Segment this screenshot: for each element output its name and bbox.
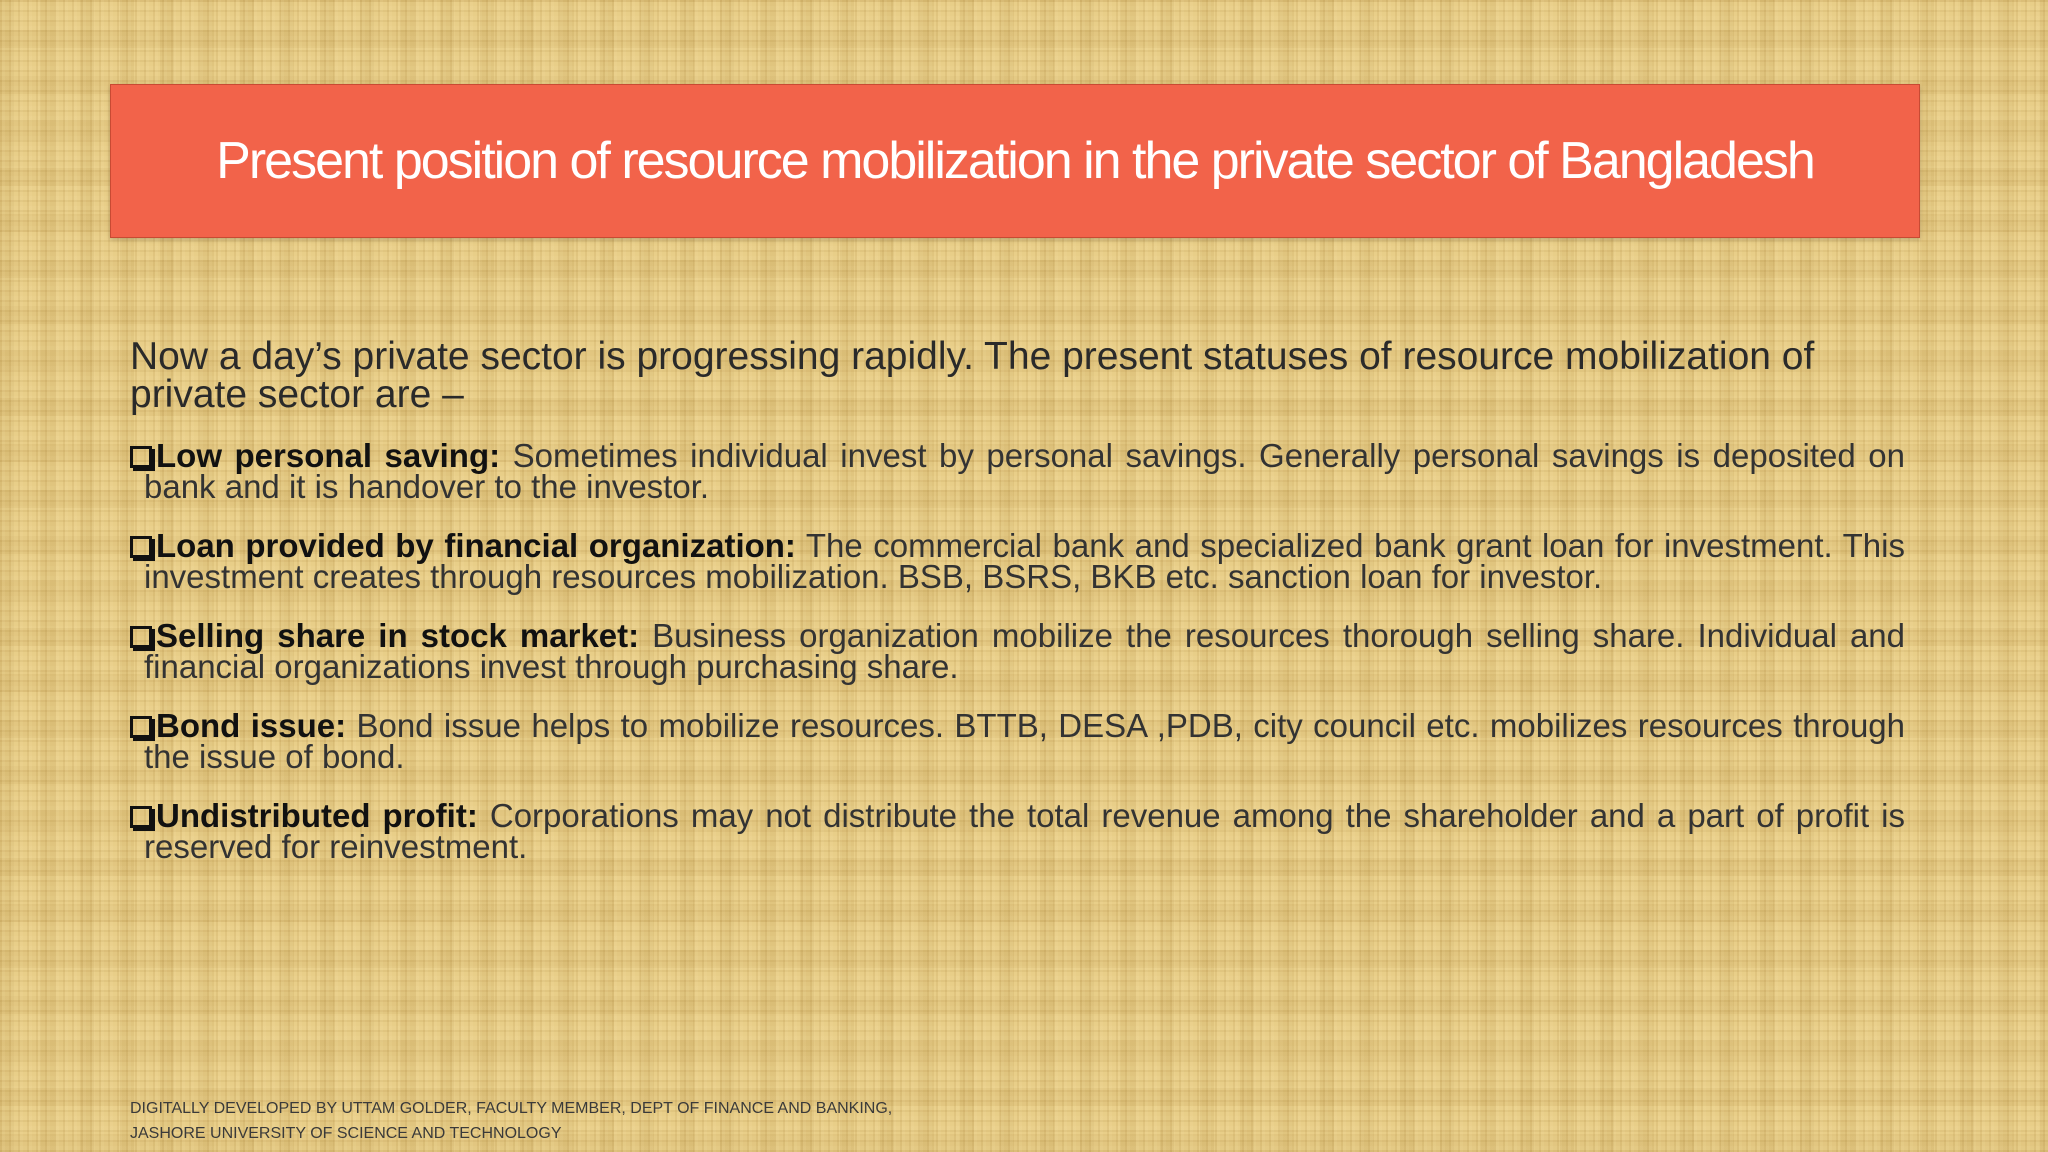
bullet-item xyxy=(130,797,1906,865)
hollow-square-icon xyxy=(130,626,152,648)
footer-line-2: JASHORE UNIVERSITY OF SCIENCE AND TECHNOLOGY xyxy=(130,1125,562,1142)
slide-title: Present position of resource mobilization in the private sector of Bangladesh xyxy=(216,132,1814,190)
bullet-term: Loan provided by financial organization: xyxy=(156,527,796,564)
hollow-square-icon xyxy=(130,446,152,468)
hollow-square-icon xyxy=(130,806,152,828)
bullet-item xyxy=(130,437,1905,505)
bullet-term: Selling share in stock market: xyxy=(156,617,640,654)
bullet-term: Undistributed profit: xyxy=(156,797,478,834)
hollow-square-icon xyxy=(130,716,152,738)
title-bar xyxy=(110,84,1920,238)
footer-credit xyxy=(130,1096,892,1146)
bullet-term: Bond issue: xyxy=(156,707,347,744)
bullet-text: Corporations may not distribute the total revenue among the shareholder and a part of profit is reserved for reinvestment. xyxy=(144,797,1906,865)
footer-line-1: DIGITALLY DEVELOPED BY UTTAM GOLDER, FACULTY MEMBER, DEPT OF FINANCE AND BANKING, xyxy=(130,1100,893,1117)
bullet-text: Bond issue helps to mobilize resources. BTTB, DESA ,PDB, city council etc. mobilizes resources through the issue of bond. xyxy=(144,707,1905,775)
bullet-text: Business organization mobilize the resources thorough selling share. Individual and financial organizations invest through purchasing share. xyxy=(144,617,1905,685)
bullet-text: Sometimes individual invest by personal savings. Generally personal savings is deposited on bank and it is handover to the investor. xyxy=(144,437,1905,505)
bullet-term: Low personal saving: xyxy=(156,437,501,474)
bullet-item xyxy=(130,707,1905,775)
slide-content xyxy=(130,335,1906,890)
bullet-text: The commercial bank and specialized bank grant loan for investment. This investment creates through resources mobilization. BSB, BSRS, BKB etc. sanction loan for investor. xyxy=(144,527,1905,595)
bullet-item xyxy=(130,527,1905,595)
hollow-square-icon xyxy=(130,536,152,558)
bullet-item xyxy=(130,617,1905,685)
intro-paragraph: Now a day’s private sector is progressing rapidly. The present statuses of resource mobilization of private sector are – xyxy=(130,335,1815,416)
